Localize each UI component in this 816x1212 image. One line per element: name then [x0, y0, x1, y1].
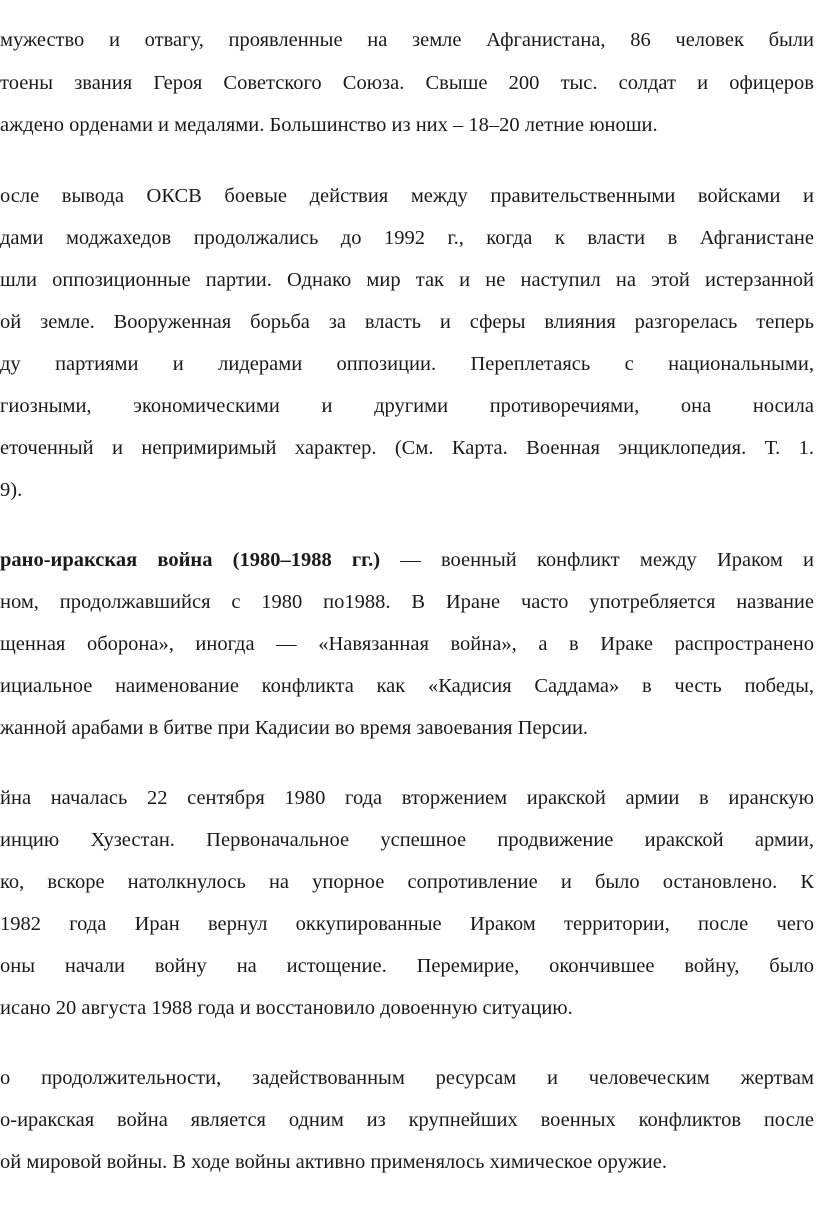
- text-line: [0, 546, 814, 574]
- text-line: осле вывода ОКСВ боевые действия между правительственными войсками и: [0, 185, 814, 207]
- text-line: йна началась 22 сентября 1980 года вторжением иракской армии в иранскую: [0, 787, 814, 809]
- text-line: ициальное наименование конфликта как «Кадисия Саддама» в честь победы,: [0, 675, 814, 697]
- text-line: тоены звания Героя Советского Союза. Свыше 200 тыс. солдат и офицеров: [0, 72, 814, 94]
- text-line: щенная оборона», иногда — «Навязанная война», а в Ираке распространено: [0, 633, 814, 655]
- text-line: еточенный и непримиримый характер. (См. Карта. Военная энциклопедия. Т. 1.: [0, 437, 814, 459]
- text-line: ном, продолжавшийся с 1980 по1988. В Иране часто употребляется название: [0, 591, 814, 613]
- text-line: ду партиями и лидерами оппозиции. Переплетаясь с национальными,: [0, 353, 814, 375]
- text-line: инцию Хузестан. Первоначальное успешное продвижение иракской армии,: [0, 829, 814, 851]
- text-line: 9).: [0, 479, 23, 501]
- text-line: жанной арабами в битве при Кадисии во время завоевания Персии.: [0, 717, 589, 739]
- text-line: мужество и отвагу, проявленные на земле Афганистана, 86 человек были: [0, 29, 814, 51]
- text-fragment: — военный конфликт между Ираком и: [380, 549, 814, 571]
- text-line: о продолжительности, задействованным ресурсам и человеческим жертвам: [0, 1067, 814, 1089]
- section-heading: рано-иракская война (1980–1988 гг.): [0, 549, 381, 571]
- text-line: аждено орденами и медалями. Большинство из них – 18–20 летние юноши.: [0, 114, 658, 136]
- text-line: 1982 года Иран вернул оккупированные Ираком территории, после чего: [0, 913, 814, 935]
- text-line: ой земле. Вооруженная борьба за власть и сферы влияния разгорелась теперь: [0, 311, 814, 333]
- text-line: ой мировой войны. В ходе войны активно применялось химическое оружие.: [0, 1151, 668, 1173]
- text-line: дами моджахедов продолжались до 1992 г., когда к власти в Афганистане: [0, 227, 814, 249]
- text-line: гиозными, экономическими и другими противоречиями, она носила: [0, 395, 814, 417]
- text-line: исано 20 августа 1988 года и восстановило довоенную ситуацию.: [0, 997, 573, 1019]
- text-line: шли оппозиционные партии. Однако мир так и не наступил на этой истерзанной: [0, 269, 814, 291]
- text-line: ко, вскоре натолкнулось на упорное сопротивление и было остановлено. К: [0, 871, 814, 893]
- text-line: о-иракская война является одним из крупнейших военных конфликтов после: [0, 1109, 814, 1131]
- text-line: оны начали войну на истощение. Перемирие, окончившее войну, было: [0, 955, 814, 977]
